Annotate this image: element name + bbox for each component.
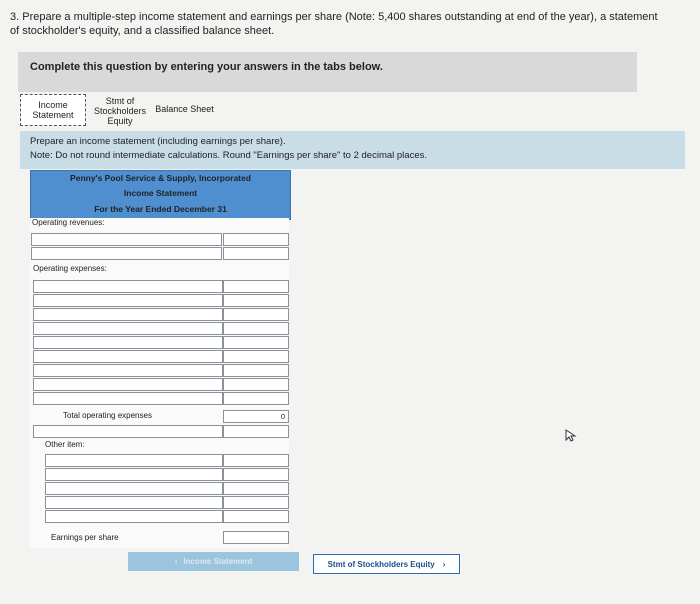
other-item-input[interactable] (45, 454, 223, 467)
operating-expenses-label: Operating expenses: (33, 264, 107, 273)
expense-amount-input[interactable] (223, 322, 289, 335)
next-tab-label: Stmt of Stockholders Equity (327, 559, 435, 569)
revenue-account-input[interactable] (31, 233, 222, 246)
other-item-amount[interactable] (223, 468, 289, 481)
expense-account-input[interactable] (33, 378, 223, 391)
eps-amount-input[interactable] (223, 531, 289, 544)
expense-account-input[interactable] (33, 294, 223, 307)
other-item-amount[interactable] (223, 454, 289, 467)
expense-account-input[interactable] (33, 336, 223, 349)
revenue-account-input[interactable] (31, 247, 222, 260)
instructions-panel (18, 52, 637, 92)
total-operating-expenses-label: Total operating expenses (63, 411, 152, 420)
expense-amount-input[interactable] (223, 350, 289, 363)
instruction-line-2: Note: Do not round intermediate calculations. Round "Earnings per share" to 2 decimal places. (30, 150, 427, 161)
instructions-box (20, 131, 685, 169)
operating-income-amount[interactable] (223, 425, 289, 438)
expense-account-input[interactable] (33, 350, 223, 363)
revenue-amount-input[interactable] (223, 247, 289, 260)
company-name: Penny's Pool Service & Supply, Incorporated (70, 173, 251, 183)
tab-label: Income (38, 100, 68, 110)
statement-header (30, 170, 291, 220)
eps-label: Earnings per share (51, 533, 119, 542)
expense-account-input[interactable] (33, 280, 223, 293)
expense-amount-input[interactable] (223, 294, 289, 307)
expense-amount-input[interactable] (223, 378, 289, 391)
other-item-input[interactable] (45, 482, 223, 495)
expense-account-input[interactable] (33, 322, 223, 335)
tab-label: Balance Sheet (155, 104, 214, 114)
tab-label: Equity (107, 116, 133, 126)
tab-income-statement[interactable] (20, 94, 86, 126)
expense-amount-input[interactable] (223, 280, 289, 293)
tab-label: Stmt of (105, 96, 135, 106)
expense-amount-input[interactable] (223, 336, 289, 349)
prev-tab-button[interactable] (128, 552, 299, 571)
other-item-input[interactable] (45, 496, 223, 509)
tab-label: Statement (32, 110, 74, 120)
expense-account-input[interactable] (33, 308, 223, 321)
question-text (10, 10, 680, 38)
income-statement-grid (30, 218, 289, 548)
expense-account-input[interactable] (33, 364, 223, 377)
other-item-input[interactable] (45, 510, 223, 523)
total-operating-expenses-value: 0 (223, 410, 289, 423)
other-item-amount[interactable] (223, 482, 289, 495)
tab-balance-sheet[interactable] (152, 94, 217, 124)
expense-amount-input[interactable] (223, 364, 289, 377)
panel-title: Complete this question by entering your answers in the tabs below. (30, 61, 383, 73)
statement-period: For the Year Ended December 31 (94, 204, 227, 214)
expense-amount-input[interactable] (223, 308, 289, 321)
next-tab-button[interactable] (313, 554, 460, 574)
expense-amount-input[interactable] (223, 392, 289, 405)
expense-account-input[interactable] (33, 392, 223, 405)
other-item-input[interactable] (45, 468, 223, 481)
chevron-right-icon: › (442, 559, 446, 569)
chevron-left-icon: ‹ (174, 557, 178, 566)
tab-label: Stockholders (93, 106, 147, 116)
instruction-line-1: Prepare an income statement (including earnings per share). (30, 136, 286, 147)
other-item-amount[interactable] (223, 510, 289, 523)
question-line-2: of stockholder's equity, and a classified balance sheet. (10, 25, 275, 37)
tab-stockholders-equity[interactable] (90, 94, 150, 128)
statement-title: Income Statement (123, 188, 198, 198)
revenue-amount-input[interactable] (223, 233, 289, 246)
prev-tab-label: Income Statement (183, 557, 253, 566)
other-item-amount[interactable] (223, 496, 289, 509)
operating-income-input[interactable] (33, 425, 223, 438)
question-line-1: 3. Prepare a multiple-step income statement and earnings per share (Note: 5,400 shares outstanding at end of the year), a statement (10, 11, 658, 23)
operating-revenues-label: Operating revenues: (32, 218, 105, 227)
other-item-label: Other item: (45, 440, 85, 449)
